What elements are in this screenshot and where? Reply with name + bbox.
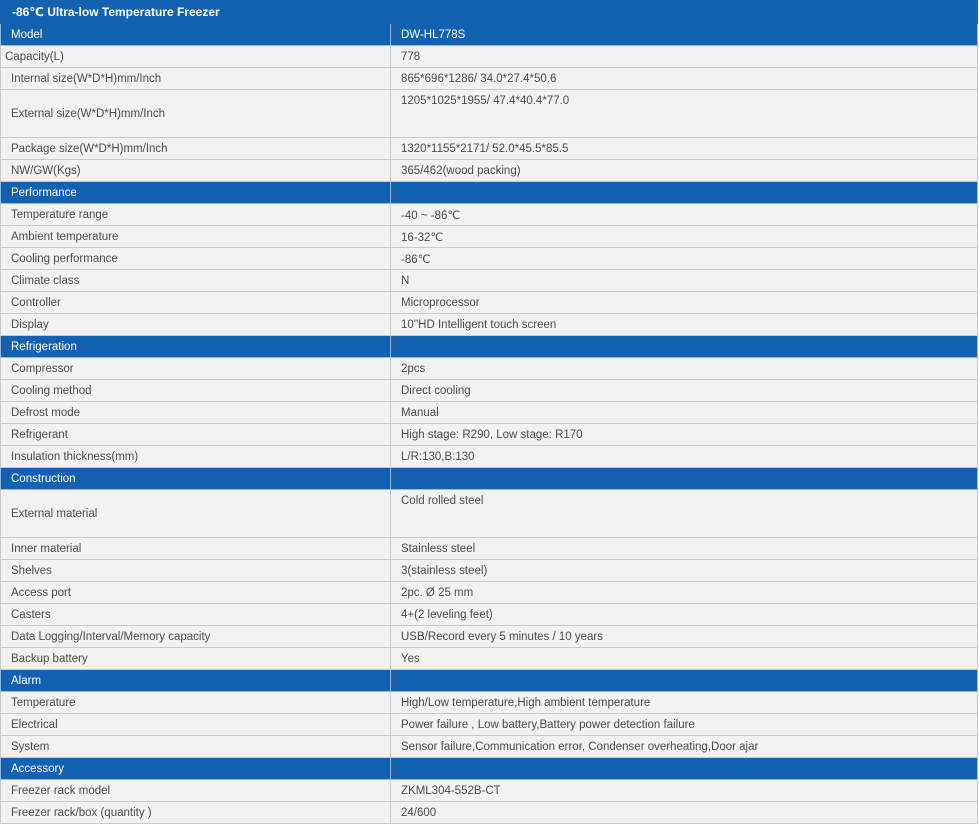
spec-label: Insulation thickness(mm) bbox=[1, 446, 391, 468]
spec-label: Internal size(W*D*H)mm/Inch bbox=[1, 68, 391, 90]
spec-value: High/Low temperature,High ambient temperature bbox=[391, 692, 978, 714]
section-header-construction: Construction bbox=[1, 468, 391, 490]
section-header-blank bbox=[391, 758, 978, 780]
table-row bbox=[1, 226, 978, 248]
spec-label: System bbox=[1, 736, 391, 758]
table-row bbox=[1, 90, 978, 138]
spec-value: High stage: R290, Low stage: R170 bbox=[391, 424, 978, 446]
spec-label: Compressor bbox=[1, 358, 391, 380]
spec-value: Direct cooling bbox=[391, 380, 978, 402]
spec-value: Stainless steel bbox=[391, 538, 978, 560]
spec-value: 2pcs bbox=[391, 358, 978, 380]
spec-value: 24/600 bbox=[391, 802, 978, 824]
table-row bbox=[1, 560, 978, 582]
spec-label: Freezer rack model bbox=[1, 780, 391, 802]
table-row bbox=[1, 424, 978, 446]
spec-value: 778 bbox=[391, 46, 978, 68]
spec-label: Shelves bbox=[1, 560, 391, 582]
spec-label: Access port bbox=[1, 582, 391, 604]
table-row bbox=[1, 292, 978, 314]
spec-value: 1320*1155*2171/ 52.0*45.5*85.5 bbox=[391, 138, 978, 160]
table-row bbox=[1, 626, 978, 648]
section-header-blank bbox=[391, 336, 978, 358]
table-row bbox=[1, 204, 978, 226]
spec-label: Capacity(L) bbox=[1, 46, 391, 68]
spec-label: NW/GW(Kgs) bbox=[1, 160, 391, 182]
spec-value: Yes bbox=[391, 648, 978, 670]
spec-label: Temperature bbox=[1, 692, 391, 714]
section-header-alarm: Alarm bbox=[1, 670, 391, 692]
table-row bbox=[1, 270, 978, 292]
spec-value: 3(stainless steel) bbox=[391, 560, 978, 582]
table-row bbox=[1, 160, 978, 182]
spec-value: 16-32℃ bbox=[391, 226, 978, 248]
spec-label: Package size(W*D*H)mm/Inch bbox=[1, 138, 391, 160]
table-row bbox=[1, 380, 978, 402]
spec-value: 365/462(wood packing) bbox=[391, 160, 978, 182]
spec-label: Cooling method bbox=[1, 380, 391, 402]
table-row bbox=[1, 490, 978, 538]
spec-label: Cooling performance bbox=[1, 248, 391, 270]
model-value: DW-HL778S bbox=[391, 24, 978, 46]
table-row bbox=[1, 138, 978, 160]
spec-value: 865*696*1286/ 34.0*27.4*50.6 bbox=[391, 68, 978, 90]
section-header-row bbox=[1, 468, 978, 490]
section-header-refrigeration: Refrigeration bbox=[1, 336, 391, 358]
spec-value: Sensor failure,Communication error, Condenser overheating,Door ajar bbox=[391, 736, 978, 758]
model-header-row bbox=[1, 24, 978, 46]
section-header-row bbox=[1, 336, 978, 358]
spec-label: Controller bbox=[1, 292, 391, 314]
table-row bbox=[1, 358, 978, 380]
spec-label: External size(W*D*H)mm/Inch bbox=[1, 90, 391, 138]
spec-label: Temperature range bbox=[1, 204, 391, 226]
table-row bbox=[1, 582, 978, 604]
spec-value: 2pc. Ø 25 mm bbox=[391, 582, 978, 604]
spec-value: USB/Record every 5 minutes / 10 years bbox=[391, 626, 978, 648]
table-row bbox=[1, 538, 978, 560]
table-row bbox=[1, 46, 978, 68]
spec-label: Freezer rack/box (quantity ) bbox=[1, 802, 391, 824]
spec-value: Cold rolled steel bbox=[391, 490, 978, 538]
spec-label: Backup battery bbox=[1, 648, 391, 670]
section-header-blank bbox=[391, 182, 978, 204]
spec-value: L/R:130,B:130 bbox=[391, 446, 978, 468]
spec-value: -40 ~ -86℃ bbox=[391, 204, 978, 226]
section-header-performance: Performance bbox=[1, 182, 391, 204]
spec-label: Defrost mode bbox=[1, 402, 391, 424]
table-title-row bbox=[1, 1, 978, 24]
spec-value: 1205*1025*1955/ 47.4*40.4*77.0 bbox=[391, 90, 978, 138]
spec-label: Climate class bbox=[1, 270, 391, 292]
spec-value: ZKML304-552B-CT bbox=[391, 780, 978, 802]
section-header-row bbox=[1, 670, 978, 692]
section-header-blank bbox=[391, 468, 978, 490]
spec-value: Power failure , Low battery,Battery power detection failure bbox=[391, 714, 978, 736]
table-row bbox=[1, 314, 978, 336]
table-row bbox=[1, 402, 978, 424]
table-row bbox=[1, 692, 978, 714]
spec-label: Ambient temperature bbox=[1, 226, 391, 248]
spec-label: Electrical bbox=[1, 714, 391, 736]
spec-value: -86℃ bbox=[391, 248, 978, 270]
spec-value: 10''HD Intelligent touch screen bbox=[391, 314, 978, 336]
spec-label: Refrigerant bbox=[1, 424, 391, 446]
spec-value: Manual bbox=[391, 402, 978, 424]
section-header-row bbox=[1, 182, 978, 204]
table-row bbox=[1, 604, 978, 626]
table-row bbox=[1, 648, 978, 670]
table-title: -86℃ Ultra-low Temperature Freezer bbox=[1, 1, 978, 24]
table-row bbox=[1, 736, 978, 758]
table-row bbox=[1, 780, 978, 802]
table-row bbox=[1, 714, 978, 736]
table-row bbox=[1, 248, 978, 270]
model-label: Model bbox=[1, 24, 391, 46]
spec-label: Inner material bbox=[1, 538, 391, 560]
table-row bbox=[1, 446, 978, 468]
table-row bbox=[1, 802, 978, 824]
spec-value: Microprocessor bbox=[391, 292, 978, 314]
spec-label: Display bbox=[1, 314, 391, 336]
table-row bbox=[1, 68, 978, 90]
spec-value: 4+(2 leveling feet) bbox=[391, 604, 978, 626]
spec-value: N bbox=[391, 270, 978, 292]
spec-label: External material bbox=[1, 490, 391, 538]
section-header-row bbox=[1, 758, 978, 780]
section-header-accessory: Accessory bbox=[1, 758, 391, 780]
spec-label: Data Logging/Interval/Memory capacity bbox=[1, 626, 391, 648]
spec-label: Casters bbox=[1, 604, 391, 626]
section-header-blank bbox=[391, 670, 978, 692]
